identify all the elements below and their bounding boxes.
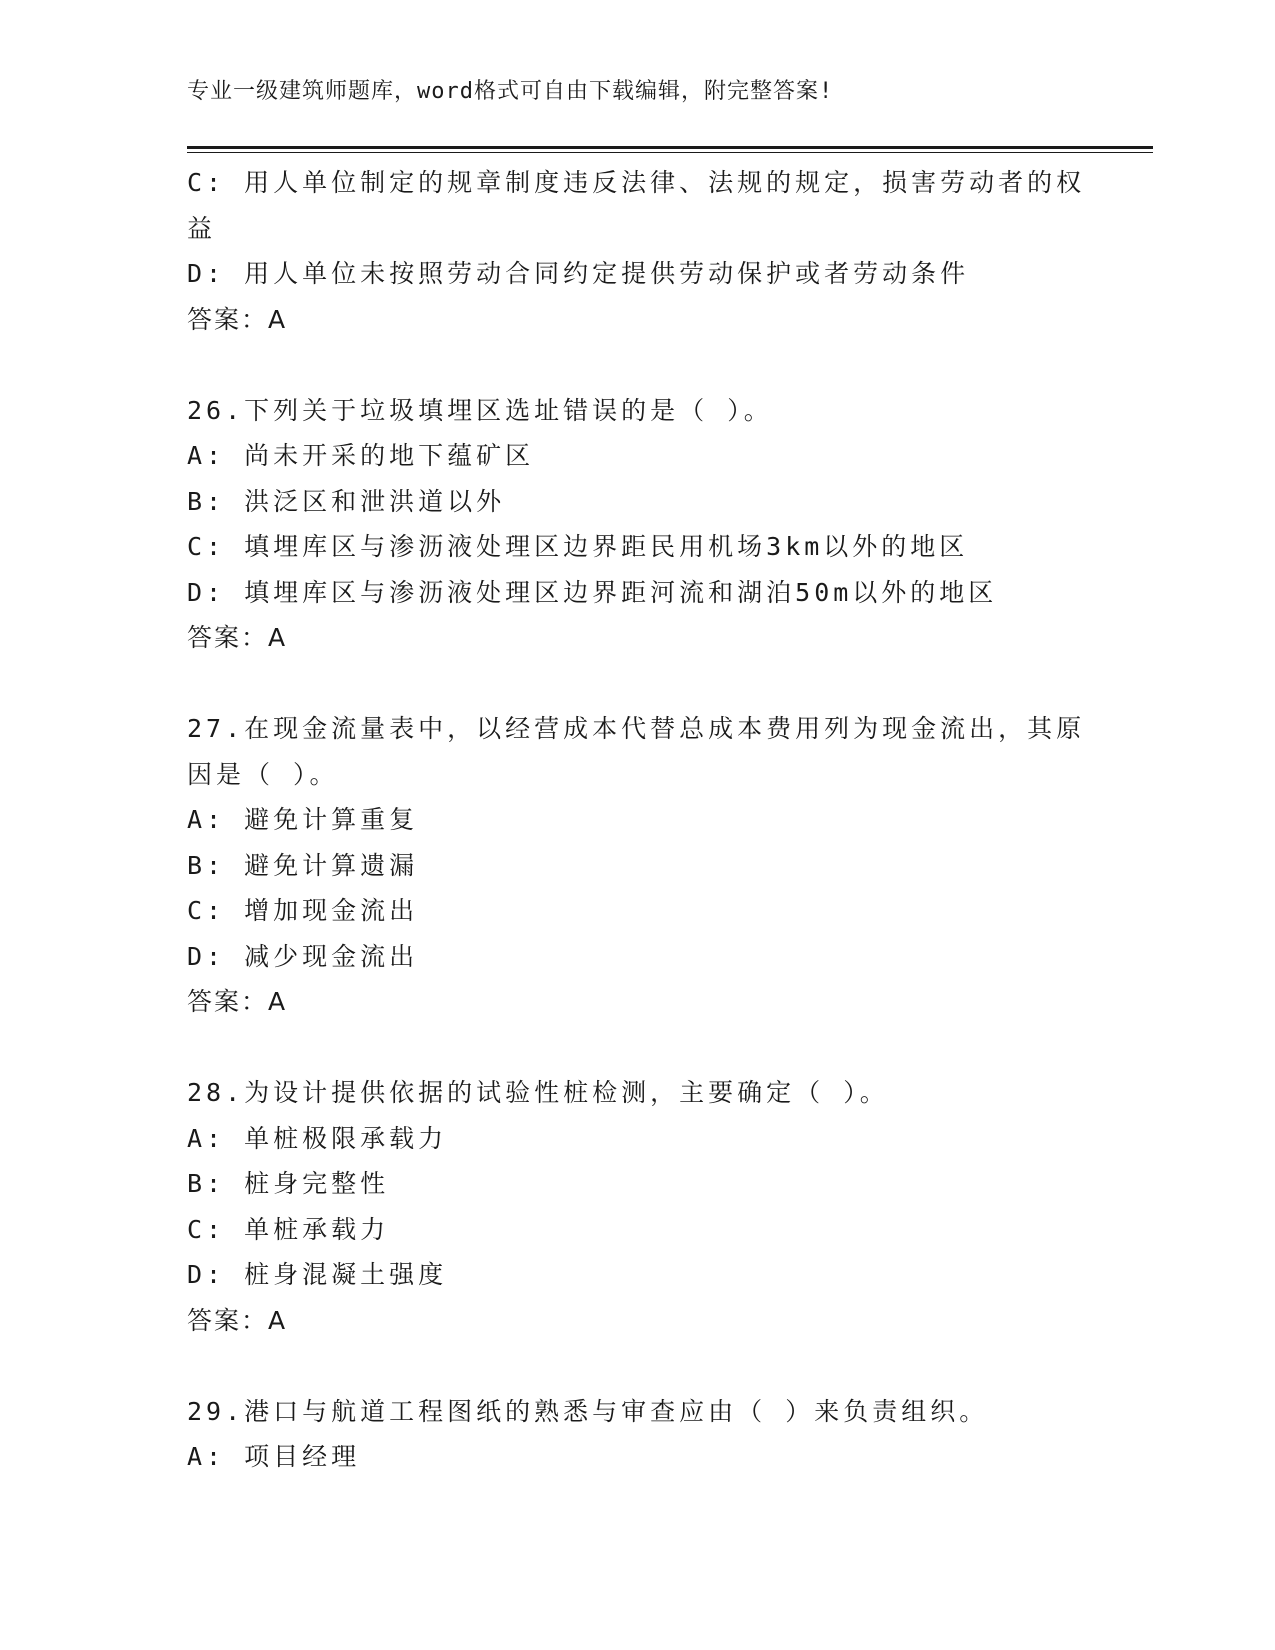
option-c: C: 增加现金流出 (187, 896, 419, 925)
answer-line: 答案：A (187, 1305, 288, 1335)
answer-line: 答案：A (187, 623, 288, 652)
question-content (187, 160, 1087, 1480)
header-rule-thin (187, 152, 1153, 153)
option-d: D: 用人单位未按照劳动合同约定提供劳动保护或者劳动条件 (187, 259, 970, 288)
option-d: D: 减少现金流出 (187, 941, 419, 971)
question-stem: 29.港口与航道工程图纸的熟悉与审查应由（ ）来负责组织。 (187, 1396, 989, 1426)
spacer (187, 661, 1087, 707)
question-28 (187, 1070, 1087, 1343)
question-26 (187, 388, 1087, 661)
question-stem: 26.下列关于垃圾填埋区选址错误的是（ ）。 (187, 395, 773, 425)
question-stem: 28.为设计提供依据的试验性桩检测，主要确定（ ）。 (187, 1078, 889, 1107)
spacer (187, 1025, 1087, 1071)
partial-question (187, 160, 1087, 342)
option-c-line-1: C: 用人单位制定的规章制度违反法律、法规的规定，损害劳动者的权 (187, 168, 1086, 197)
question-stem-line-1: 27.在现金流量表中，以经营成本代替总成本费用列为现金流出，其原 (187, 714, 1086, 743)
option-c-line-2: 益 (187, 213, 217, 243)
option-a: A: 项目经理 (187, 1442, 361, 1471)
answer-line: 答案：A (187, 987, 288, 1016)
answer-line: 答案：A (187, 304, 288, 334)
question-stem-line-2: 因是（ ）。 (187, 759, 339, 789)
header-rule-thick (187, 146, 1153, 149)
option-c: C: 填埋库区与渗沥液处理区边界距民用机场3km以外的地区 (187, 532, 969, 561)
spacer (187, 342, 1087, 388)
option-a: A: 单桩极限承载力 (187, 1123, 448, 1153)
option-c: C: 单桩承载力 (187, 1214, 390, 1244)
option-b: B: 洪泛区和泄洪道以外 (187, 486, 506, 516)
option-d: D: 桩身混凝土强度 (187, 1260, 448, 1289)
option-a: A: 避免计算重复 (187, 805, 419, 834)
page-header: 专业一级建筑师题库，word格式可自由下载编辑，附完整答案! (187, 79, 834, 104)
option-b: B: 避免计算遗漏 (187, 850, 419, 880)
question-27 (187, 706, 1087, 1025)
option-b: B: 桩身完整性 (187, 1169, 390, 1198)
spacer (187, 1343, 1087, 1389)
option-d: D: 填埋库区与渗沥液处理区边界距河流和湖泊50m以外的地区 (187, 577, 998, 607)
question-29 (187, 1389, 1087, 1480)
option-a: A: 尚未开采的地下蕴矿区 (187, 441, 535, 470)
